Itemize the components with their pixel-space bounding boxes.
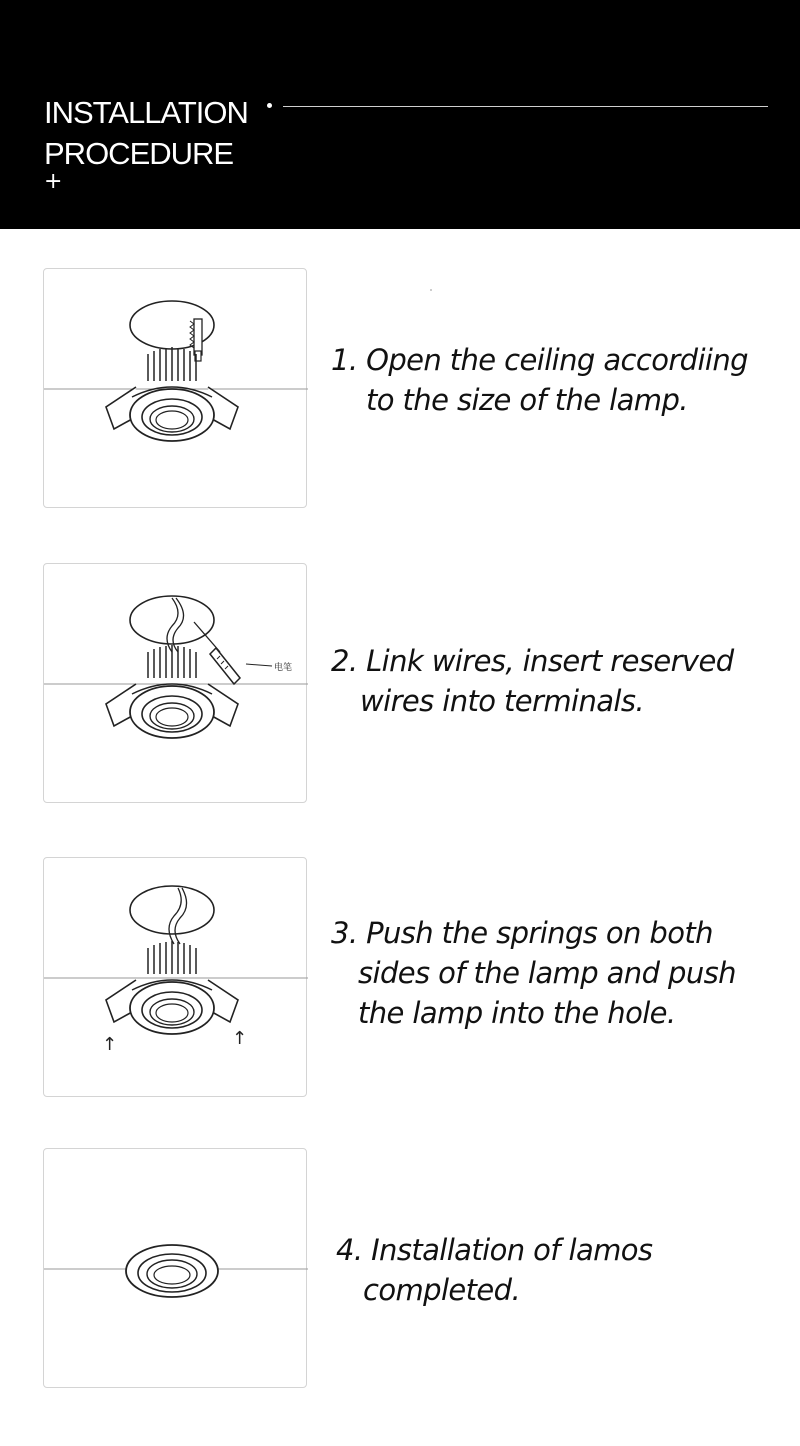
step-4-line-1: 4. Installation of lamos <box>336 1233 653 1267</box>
title-line-2: PROCEDURE <box>44 136 234 171</box>
step-2-text <box>331 641 734 721</box>
lamp-installed-icon <box>44 1149 308 1389</box>
wiring-screwdriver-icon <box>44 564 308 804</box>
tool-label: 电笔 <box>274 663 293 673</box>
push-springs-icon <box>44 858 308 1098</box>
step-3-illustration-box <box>43 857 307 1097</box>
step-1-text <box>331 340 748 420</box>
plus-icon: + <box>44 169 63 194</box>
step-2-illustration-box <box>43 563 307 803</box>
right-arrow-up-icon: ↑ <box>232 1028 248 1049</box>
step-2-line-1: 2. Link wires, insert reserved <box>331 644 734 678</box>
step-1-illustration-box <box>43 268 307 508</box>
step-3-line-3: the lamp into the hole. <box>358 996 676 1030</box>
step-3-text <box>331 913 736 1033</box>
header-banner <box>0 0 800 229</box>
step-3-line-1: 3. Push the springs on both <box>331 916 713 950</box>
step-4-illustration-box <box>43 1148 307 1388</box>
title-dot <box>267 103 272 108</box>
step-2-line-2: wires into terminals. <box>360 684 645 718</box>
step-3-line-2: sides of the lamp and push <box>358 956 736 990</box>
step-4-text <box>336 1230 652 1310</box>
left-arrow-up-icon: ↑ <box>102 1034 118 1055</box>
page-title <box>44 92 248 174</box>
step-4-line-2: completed. <box>363 1273 521 1307</box>
speck <box>430 289 432 291</box>
title-divider <box>283 106 768 107</box>
step-1-line-1: 1. Open the ceiling accordiing <box>331 343 748 377</box>
step-1-line-2: to the size of the lamp. <box>366 383 688 417</box>
ceiling-cutout-icon <box>44 269 308 509</box>
title-line-1: INSTALLATION <box>44 95 248 130</box>
